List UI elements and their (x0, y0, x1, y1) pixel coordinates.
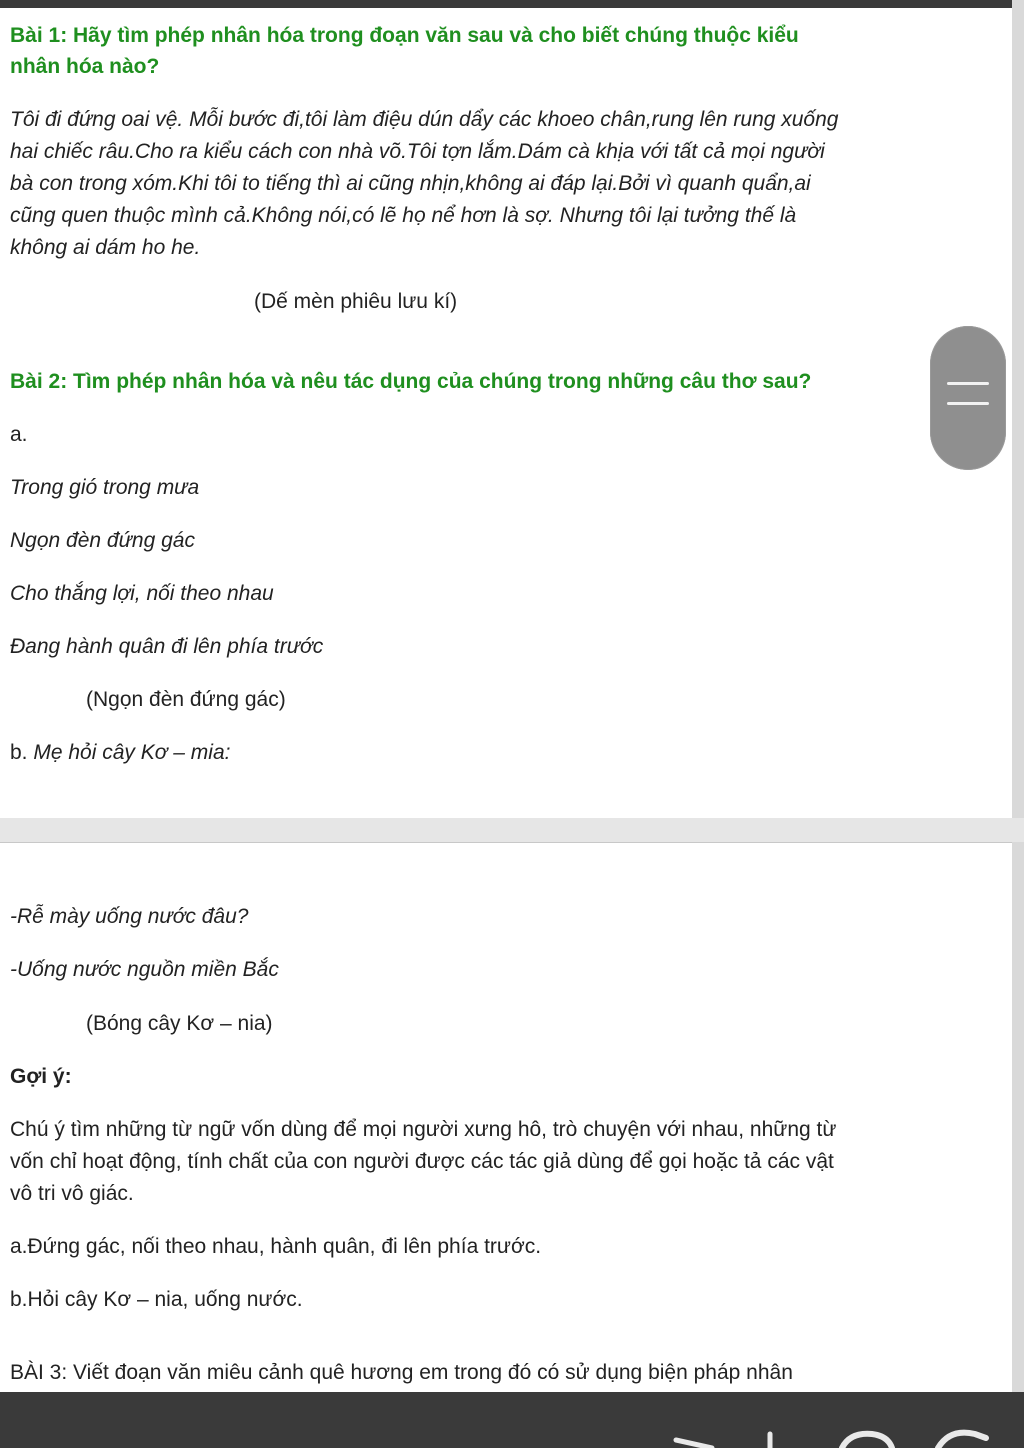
poem-a-line: Ngọn đèn đứng gác (10, 529, 195, 552)
document-page-2 (0, 842, 1012, 1392)
grip-line (947, 382, 989, 385)
scroll-handle-icon[interactable] (930, 326, 1006, 470)
poem-b-line: -Uống nước nguồn miền Bắc (10, 958, 279, 981)
bai1-heading-line2: nhân hóa nào? (10, 55, 160, 78)
part-b (10, 739, 230, 767)
undo-icon[interactable] (842, 1434, 892, 1448)
page-gap (0, 818, 1024, 842)
part-a-label: a. (10, 423, 28, 446)
toolbar-icons (0, 1392, 1024, 1448)
bai3-text: BÀI 3: Viết đoạn văn miêu cảnh quê hương em trong đó có sử dụng biện pháp nhân (10, 1361, 793, 1384)
passage-line: bà con trong xóm.Khi tôi to tiếng thì ai cũng nhịn,không ai đáp lại.Bởi vì quanh quẩn,ai (10, 172, 811, 195)
passage-line: hai chiếc râu.Cho ra kiểu cách con nhà võ.Tôi tợn lắm.Dám cà khịa với tất cả mọi người (10, 140, 825, 163)
hint-label: Gợi ý: (10, 1065, 72, 1088)
hint-text-line: vốn chỉ hoạt động, tính chất của con người được các tác giả dùng để gọi hoặc tả các vật (10, 1150, 834, 1173)
hint-text-line: vô tri vô giác. (10, 1182, 134, 1205)
poem-a-source: (Ngọn đèn đứng gác) (86, 688, 286, 711)
passage-source: (Dế mèn phiêu lưu kí) (254, 290, 458, 313)
poem-a-line: Trong gió trong mưa (10, 476, 200, 499)
poem-a-line: Đang hành quân đi lên phía trước (10, 635, 324, 658)
part-b-text: Mẹ hỏi cây Kơ – mia: (33, 741, 231, 764)
grip-line (947, 402, 989, 405)
check-icon[interactable] (676, 1440, 712, 1448)
redo-icon[interactable] (938, 1433, 986, 1448)
bottom-toolbar (0, 1392, 1024, 1448)
part-b-prefix: b. (10, 741, 34, 764)
bai2-heading: Bài 2: Tìm phép nhân hóa và nêu tác dụng của chúng trong những câu thơ sau? (10, 370, 812, 393)
answer-b: b.Hỏi cây Kơ – nia, uống nước. (10, 1288, 303, 1311)
passage-line: không ai dám ho he. (10, 236, 201, 259)
poem-a-line: Cho thắng lợi, nối theo nhau (10, 582, 274, 605)
bai1-heading-line1: Bài 1: Hãy tìm phép nhân hóa trong đoạn văn sau và cho biết chúng thuộc kiểu (10, 24, 799, 47)
answer-a: a.Đứng gác, nối theo nhau, hành quân, đi lên phía trước. (10, 1235, 542, 1258)
passage-line: cũng quen thuộc mình cả.Không nói,có lẽ họ nể hơn là sợ. Nhưng tôi lại tưởng thế là (10, 204, 797, 227)
poem-b-line: -Rễ mày uống nước đâu? (10, 905, 249, 928)
passage-line: Tôi đi đứng oai vệ. Mỗi bước đi,tôi làm điệu dún dẩy các khoeo chân,rung lên rung xuống (10, 108, 839, 131)
poem-b-source: (Bóng cây Kơ – nia) (86, 1012, 273, 1035)
hint-text-line: Chú ý tìm những từ ngữ vốn dùng để mọi người xưng hô, trò chuyện với nhau, những từ (10, 1118, 837, 1141)
